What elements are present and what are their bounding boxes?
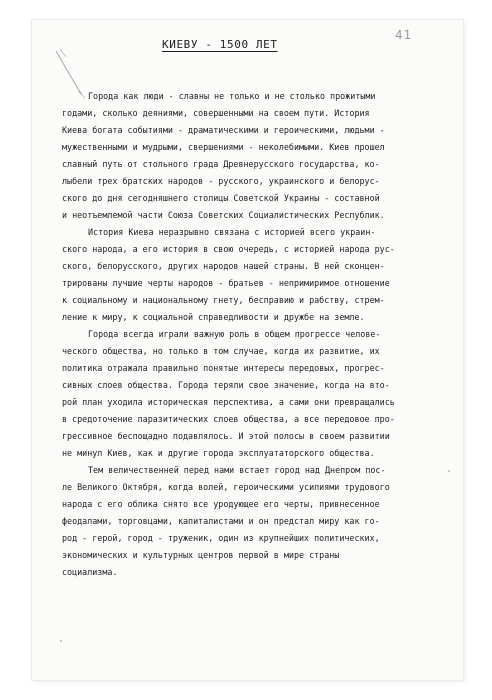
text-line: Города как люди - славны не только и не столько прожитыми xyxy=(88,91,376,101)
text-line: род - герой, город - труженик, один из крупнейших политических, xyxy=(62,533,380,543)
paper-speck xyxy=(60,640,62,642)
text-line: и неотъемлемой части Союза Советских Социалистических Республик. xyxy=(62,210,385,220)
text-line: Города всегда играли важную роль в общем прогрессе челове- xyxy=(88,329,381,339)
text-line: ского народа, а его история в свою очередь, с историей народа рус- xyxy=(62,244,395,254)
text-line: народа с его облика снято все уродующее его черты, привнесенное xyxy=(62,499,380,509)
text-line: феодалами, торговцами, капиталистами и он предстал миру как го- xyxy=(62,516,380,526)
text-line: социализма. xyxy=(62,567,118,577)
document-body xyxy=(62,88,442,581)
paragraph-3 xyxy=(62,326,442,462)
text-line: ского, белорусского, других народов нашей страны. В ней сконцен- xyxy=(62,261,385,271)
text-line: ческого общества, но только в том случае, когда их развитие, их xyxy=(62,346,380,356)
paragraph-4 xyxy=(62,462,442,581)
text-line: годами, сколько деяниями, совершенными на своем пути. История xyxy=(62,108,370,118)
text-line: в средоточение паразитических слоев общества, а все передовое про- xyxy=(62,414,395,424)
text-line: сивных слоев общества. Города теряли свое значение, когда на вто- xyxy=(62,380,390,390)
text-line: рой план уходила историческая перспектива, а сами они превращались xyxy=(62,397,395,407)
text-line: экономических и культурных центров первой в мире страны xyxy=(62,550,340,560)
document-title: КИЕВУ - 1500 ЛЕТ xyxy=(162,38,278,51)
text-line: Киева богата событиями - драматическими и героическими, людьми - xyxy=(62,125,385,135)
text-line: политика отражала правильно понятые интересы передовых, прогрес- xyxy=(62,363,385,373)
text-line: не минул Киев, как и другие города эксплуататорского общества. xyxy=(62,448,375,458)
text-line: ского до дня сегодняшнего столицы Советской Украины - составной xyxy=(62,193,380,203)
text-line: ле Великого Октября, когда волей, героическими усилиями трудового xyxy=(62,482,390,492)
text-line: славный путь от стольного града Древнерусского государства, ко- xyxy=(62,159,380,169)
text-line: грессивное беспощадно подавлялось. И этой полосы в своем развитии xyxy=(62,431,390,441)
text-line: к социальному и национальному гнету, бесправию и рабству, стрем- xyxy=(62,295,385,305)
text-line: Тем величественней перед нами встает город над Днепром пос- xyxy=(88,465,386,475)
paragraph-1 xyxy=(62,88,442,224)
paragraph-2 xyxy=(62,224,442,326)
text-line: лыбели трех братских народов - русского, украинского и белорус- xyxy=(62,176,380,186)
text-line: трированы лучшие черты народов - братьев - непримиримое отношение xyxy=(62,278,390,288)
page-number: 41 xyxy=(395,28,413,42)
text-line: История Киева неразрывно связана с историей всего украин- xyxy=(88,227,376,237)
text-line: мужественными и мудрыми, свершениями - неколебимыми. Киев прошел xyxy=(62,142,385,152)
paper-speck xyxy=(448,470,450,472)
text-line: ление к миру, к социальной справедливости и дружбе на земле. xyxy=(62,312,365,322)
